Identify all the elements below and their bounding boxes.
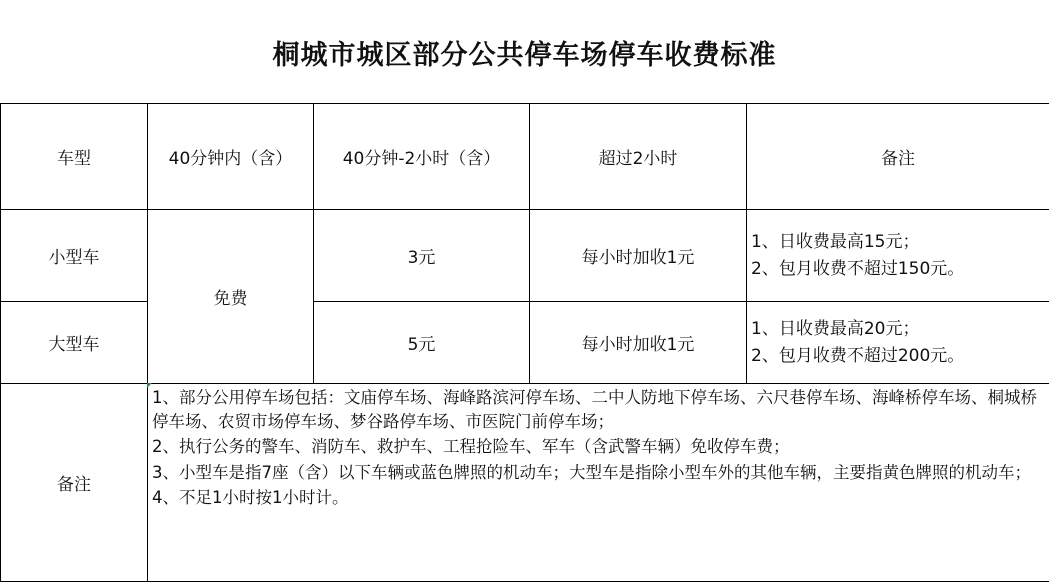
over-2h-large: 每小时加收1元 xyxy=(530,302,747,384)
price-small-40-to-2h: 3元 xyxy=(314,210,530,302)
remarks-label: 备注 xyxy=(1,384,148,582)
price-large-40-to-2h: 5元 xyxy=(314,302,530,384)
table-row-remarks xyxy=(1,384,1049,582)
page-title: 桐城市城区部分公共停车场停车收费标准 xyxy=(272,39,777,71)
vehicle-type-large: 大型车 xyxy=(1,302,148,384)
cell-comment-marker xyxy=(147,383,152,388)
header-40-min-to-2-hours: 40分钟-2小时（含） xyxy=(314,104,530,210)
free-cell: 免费 xyxy=(148,210,314,384)
fee-table xyxy=(0,103,1049,582)
remark-line: 3、小型车是指7座（含）以下车辆或蓝色牌照的机动车；大型车是指除小型车外的其他车辆，主要指黄色牌照的机动车； xyxy=(152,462,1031,482)
header-remarks: 备注 xyxy=(747,104,1049,210)
note-line: 2、包月收费不超过150元。 xyxy=(751,258,965,279)
vehicle-type-small: 小型车 xyxy=(1,210,148,302)
header-within-40-min: 40分钟内（含） xyxy=(148,104,314,210)
note-line: 2、包月收费不超过200元。 xyxy=(751,345,965,366)
remarks-content xyxy=(148,384,1049,582)
notes-small xyxy=(747,210,1049,302)
remark-line: 1、部分公用停车场包括：文庙停车场、海峰路滨河停车场、二中人防地下停车场、六尺巷停车场、海峰桥停车场、桐城桥停车场、农贸市场停车场、梦谷路停车场、市医院门前停车场； xyxy=(152,388,1037,431)
remark-line: 4、不足1小时按1小时计。 xyxy=(152,488,349,507)
header-vehicle-type: 车型 xyxy=(1,104,148,210)
note-line: 1、日收费最高20元； xyxy=(751,318,920,339)
header-over-2-hours: 超过2小时 xyxy=(530,104,747,210)
table-row-small-vehicle xyxy=(1,210,1049,302)
over-2h-small: 每小时加收1元 xyxy=(530,210,747,302)
note-line: 1、日收费最高15元； xyxy=(751,231,920,252)
remark-line: 2、执行公务的警车、消防车、救护车、工程抢险车、军车（含武警车辆）免收停车费； xyxy=(152,437,790,456)
header-row xyxy=(1,104,1049,210)
notes-large xyxy=(747,302,1049,384)
